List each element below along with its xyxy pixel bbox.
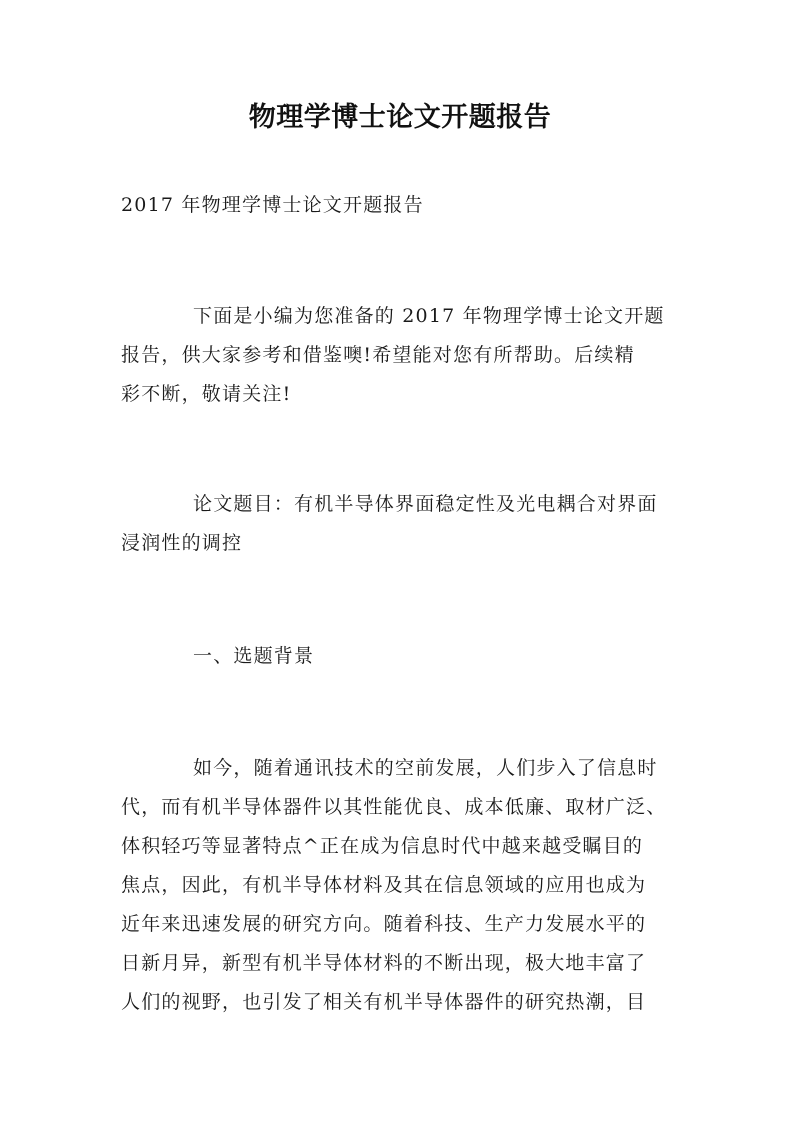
background-paragraph [121, 749, 689, 1022]
body-line: 焦点，因此，有机半导体材料及其在信息领域的应用也成为 [121, 874, 647, 896]
body-line: 人们的视野，也引发了相关有机半导体器件的研究热潮，目 [121, 991, 647, 1013]
section-heading-text: 一、选题背景 [193, 645, 315, 667]
body-line: 代，而有机半导体器件以其性能优良、成本低廉、取材广泛、 [121, 796, 667, 818]
subtitle-line: 2017 年物理学博士论文开题报告 [121, 194, 424, 216]
intro-line: 彩不断，敬请关注! [121, 383, 292, 405]
body-line: 近年来迅速发展的研究方向。随着科技、生产力发展水平的 [121, 913, 647, 935]
topic-line: 浸润性的调控 [121, 532, 243, 554]
section-heading [121, 637, 689, 676]
topic-line: 论文题目：有机半导体界面稳定性及光电耦合对界面 [193, 493, 658, 515]
thesis-topic-paragraph [121, 485, 689, 563]
intro-paragraph [121, 297, 689, 414]
intro-line: 报告，供大家参考和借鉴噢!希望能对您有所帮助。后续精 [121, 344, 635, 366]
intro-line: 下面是小编为您准备的 2017 年物理学博士论文开题 [193, 305, 665, 327]
document-title: 物理学博士论文开题报告 [248, 102, 552, 133]
body-line: 如今，随着通讯技术的空前发展，人们步入了信息时 [193, 757, 658, 779]
body-line: 体积轻巧等显著特点^正在成为信息时代中越来越受瞩目的 [121, 835, 644, 857]
body-line: 日新月异，新型有机半导体材料的不断出现，极大地丰富了 [121, 952, 647, 974]
document-subtitle [121, 186, 689, 225]
